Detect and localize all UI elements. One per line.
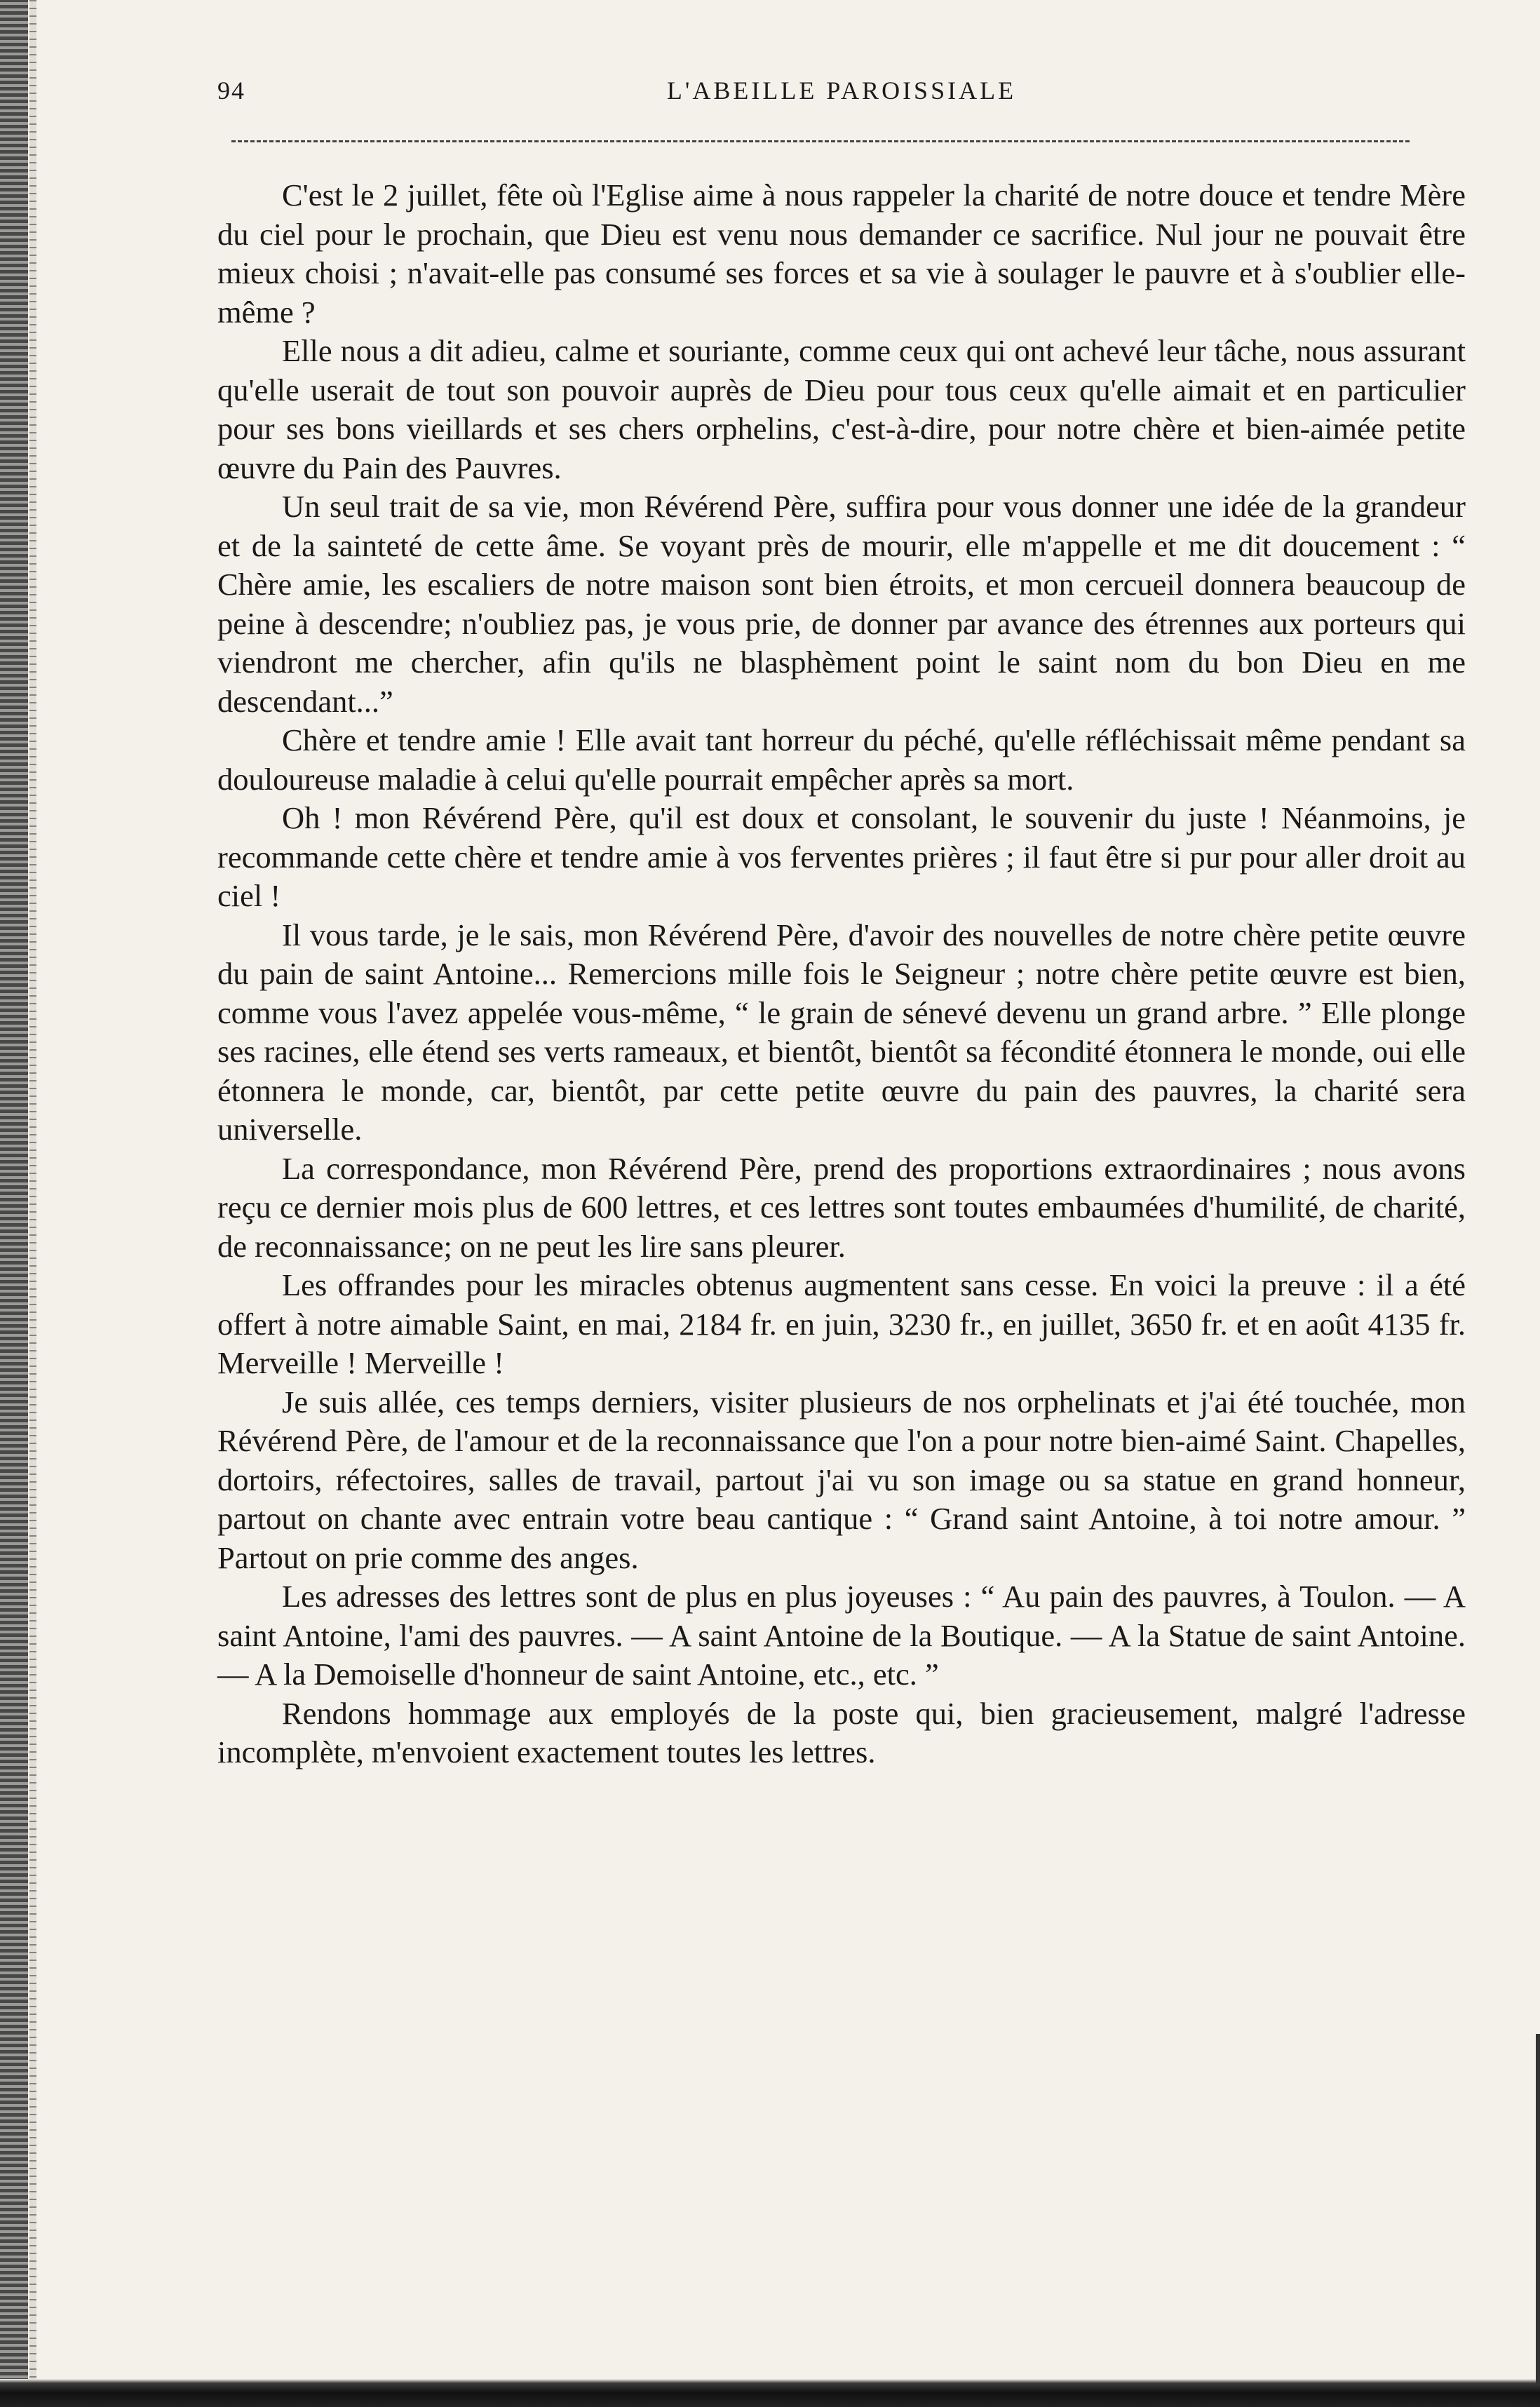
paragraph: Il vous tarde, je le sais, mon Révérend Père, d'avoir des nouvelles de notre chère petite œuvre du pain de saint Antoine... Remercions mille fois le Seigneur ; notre chère petite œuvre est bien, comme vous l'avez appelée vous-même, “ le grain de sénevé devenu un grand arbre. ” Elle plonge ses racines, elle étend ses verts rameaux, et bientôt, bientôt sa fécondité étonnera le monde, oui elle étonnera le monde, car, bientôt, par cette petite œuvre du pain des pauvres, la charité sera universelle. — [217, 917, 1466, 1147]
page-number: 94 — [217, 76, 245, 104]
paragraph: Elle nous a dit adieu, calme et souriante, comme ceux qui ont achevé leur tâche, nous assurant qu'elle userait de tout son pouvoir auprès de Dieu pour tous ceux qu'elle aimait et en particulier pour ses bons vieillards et ses chers orphelins, c'est-à-dire, pour notre chère et bien-aimée petite œuvre du Pain des Pauvres. — [217, 333, 1466, 485]
paragraph: Oh ! mon Révérend Père, qu'il est doux et consolant, le souvenir du juste ! Néanmoins, je recommande cette chère et tendre amie à vos ferventes prières ; il faut être si pur pour aller droit au ciel ! — [217, 800, 1466, 913]
paragraph: Je suis allée, ces temps derniers, visiter plusieurs de nos orphelinats et j'ai été touchée, mon Révérend Père, de l'amour et de la reconnaissance que l'on a pour notre bien-aimé Saint. Chapelles, dortoirs, réfectoires, salles de travail, partout j'ai vu son image ou sa statue en grand honneur, partout on chante avec entrain votre beau cantique : “ Grand saint Antoine, à toi notre amour. ” Partout on prie comme des anges. — [217, 1384, 1466, 1575]
paragraph: Chère et tendre amie ! Elle avait tant horreur du péché, qu'elle réfléchissait même pendant sa douloureuse maladie à celui qu'elle pourrait empêcher après sa mort. — [217, 722, 1466, 797]
scan-right-edge — [1536, 2034, 1540, 2385]
paragraph: Les adresses des lettres sont de plus en plus joyeuses : “ Au pain des pauvres, à Toulon. — A saint Antoine, l'ami des pauvres. — A saint Antoine de la Boutique. — A la Statue de saint Antoine. — A la Demoiselle d'honneur de saint Antoine, etc., etc. ” — [217, 1579, 1466, 1692]
paragraph: Rendons hommage aux employés de la poste qui, bien gracieusement, malgré l'adresse incomplète, m'envoient exactement toutes les lettres. — [217, 1695, 1466, 1769]
paragraph: La correspondance, mon Révérend Père, prend des proportions extraordinaires ; nous avons reçu ce dernier mois plus de 600 lettres, et ces lettres sont toutes embaumées d'humilité, de charité, de reconnaissance; on ne peut les lire sans pleurer. — [217, 1150, 1466, 1264]
running-head: L'ABEILLE PAROISSIALE — [666, 76, 1017, 104]
page — [217, 70, 1466, 1772]
paragraph: Les offrandes pour les miracles obtenus augmentent sans cesse. En voici la preuve : il a été offert à notre aimable Saint, en mai, 2184 fr. en juin, 3230 fr., en juillet, 3650 fr. et en août 4135 fr. Merveille ! Merveille ! — [217, 1267, 1466, 1380]
book-binding-edge — [0, 0, 28, 2407]
body-text — [217, 176, 1466, 1772]
page-header — [217, 70, 1466, 112]
paragraph: C'est le 2 juillet, fête où l'Eglise aime à nous rappeler la charité de notre douce et tendre Mère du ciel pour le prochain, que Dieu est venu nous demander ce sacrifice. Nul jour ne pouvait être mieux choisi ; n'avait-elle pas consumé ses forces et sa vie à soulager le pauvre et à s'oublier elle-même ? — [217, 177, 1466, 330]
paragraph: Un seul trait de sa vie, mon Révérend Père, suffira pour vous donner une idée de la grandeur et de la sainteté de cette âme. Se voyant près de mourir, elle m'appelle et me dit doucement : “ Chère amie, les escaliers de notre maison sont bien étroits, et mon cercueil donnera beaucoup de peine à descendre; n'oubliez pas, je vous prie, de donner par avance des étrennes aux porteurs qui viendront me chercher, afin qu'ils ne blasphèment point le saint nom du bon Dieu en me descendant...” — [217, 489, 1466, 719]
scan-bottom-edge — [0, 2379, 1540, 2407]
book-binding-shadow — [29, 0, 36, 2407]
header-rule — [231, 140, 1410, 142]
